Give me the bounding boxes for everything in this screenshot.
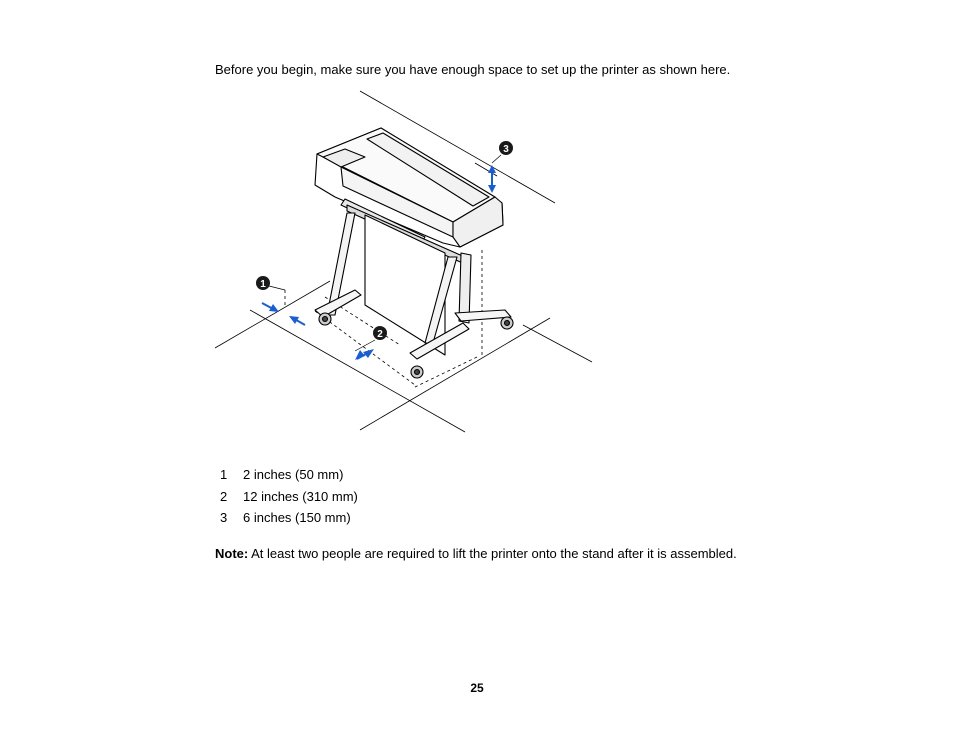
legend-number: 3 — [220, 510, 228, 525]
legend-text: 6 inches (150 mm) — [243, 510, 351, 525]
stand-illustration — [315, 213, 513, 378]
svg-text:2: 2 — [377, 329, 383, 340]
legend-text: 12 inches (310 mm) — [243, 488, 358, 504]
svg-text:3: 3 — [503, 144, 509, 155]
callout-3 — [499, 141, 513, 155]
legend-text: 2 inches (50 mm) — [243, 467, 344, 482]
legend-number: 2 — [220, 488, 228, 504]
printer-clearance-figure — [205, 85, 605, 445]
callout-2 — [373, 326, 387, 340]
intro-paragraph: Before you begin, make sure you have enough space to set up the printer as shown here. — [215, 62, 731, 77]
legend-number: 1 — [220, 467, 228, 482]
note-paragraph — [215, 546, 737, 562]
page-number: 25 — [470, 681, 484, 695]
note-label: Note: — [215, 546, 249, 561]
svg-text:1: 1 — [260, 279, 266, 290]
callout-1 — [256, 276, 270, 290]
note-text: At least two people are required to lift the printer onto the stand after it is assembled. — [248, 546, 737, 561]
